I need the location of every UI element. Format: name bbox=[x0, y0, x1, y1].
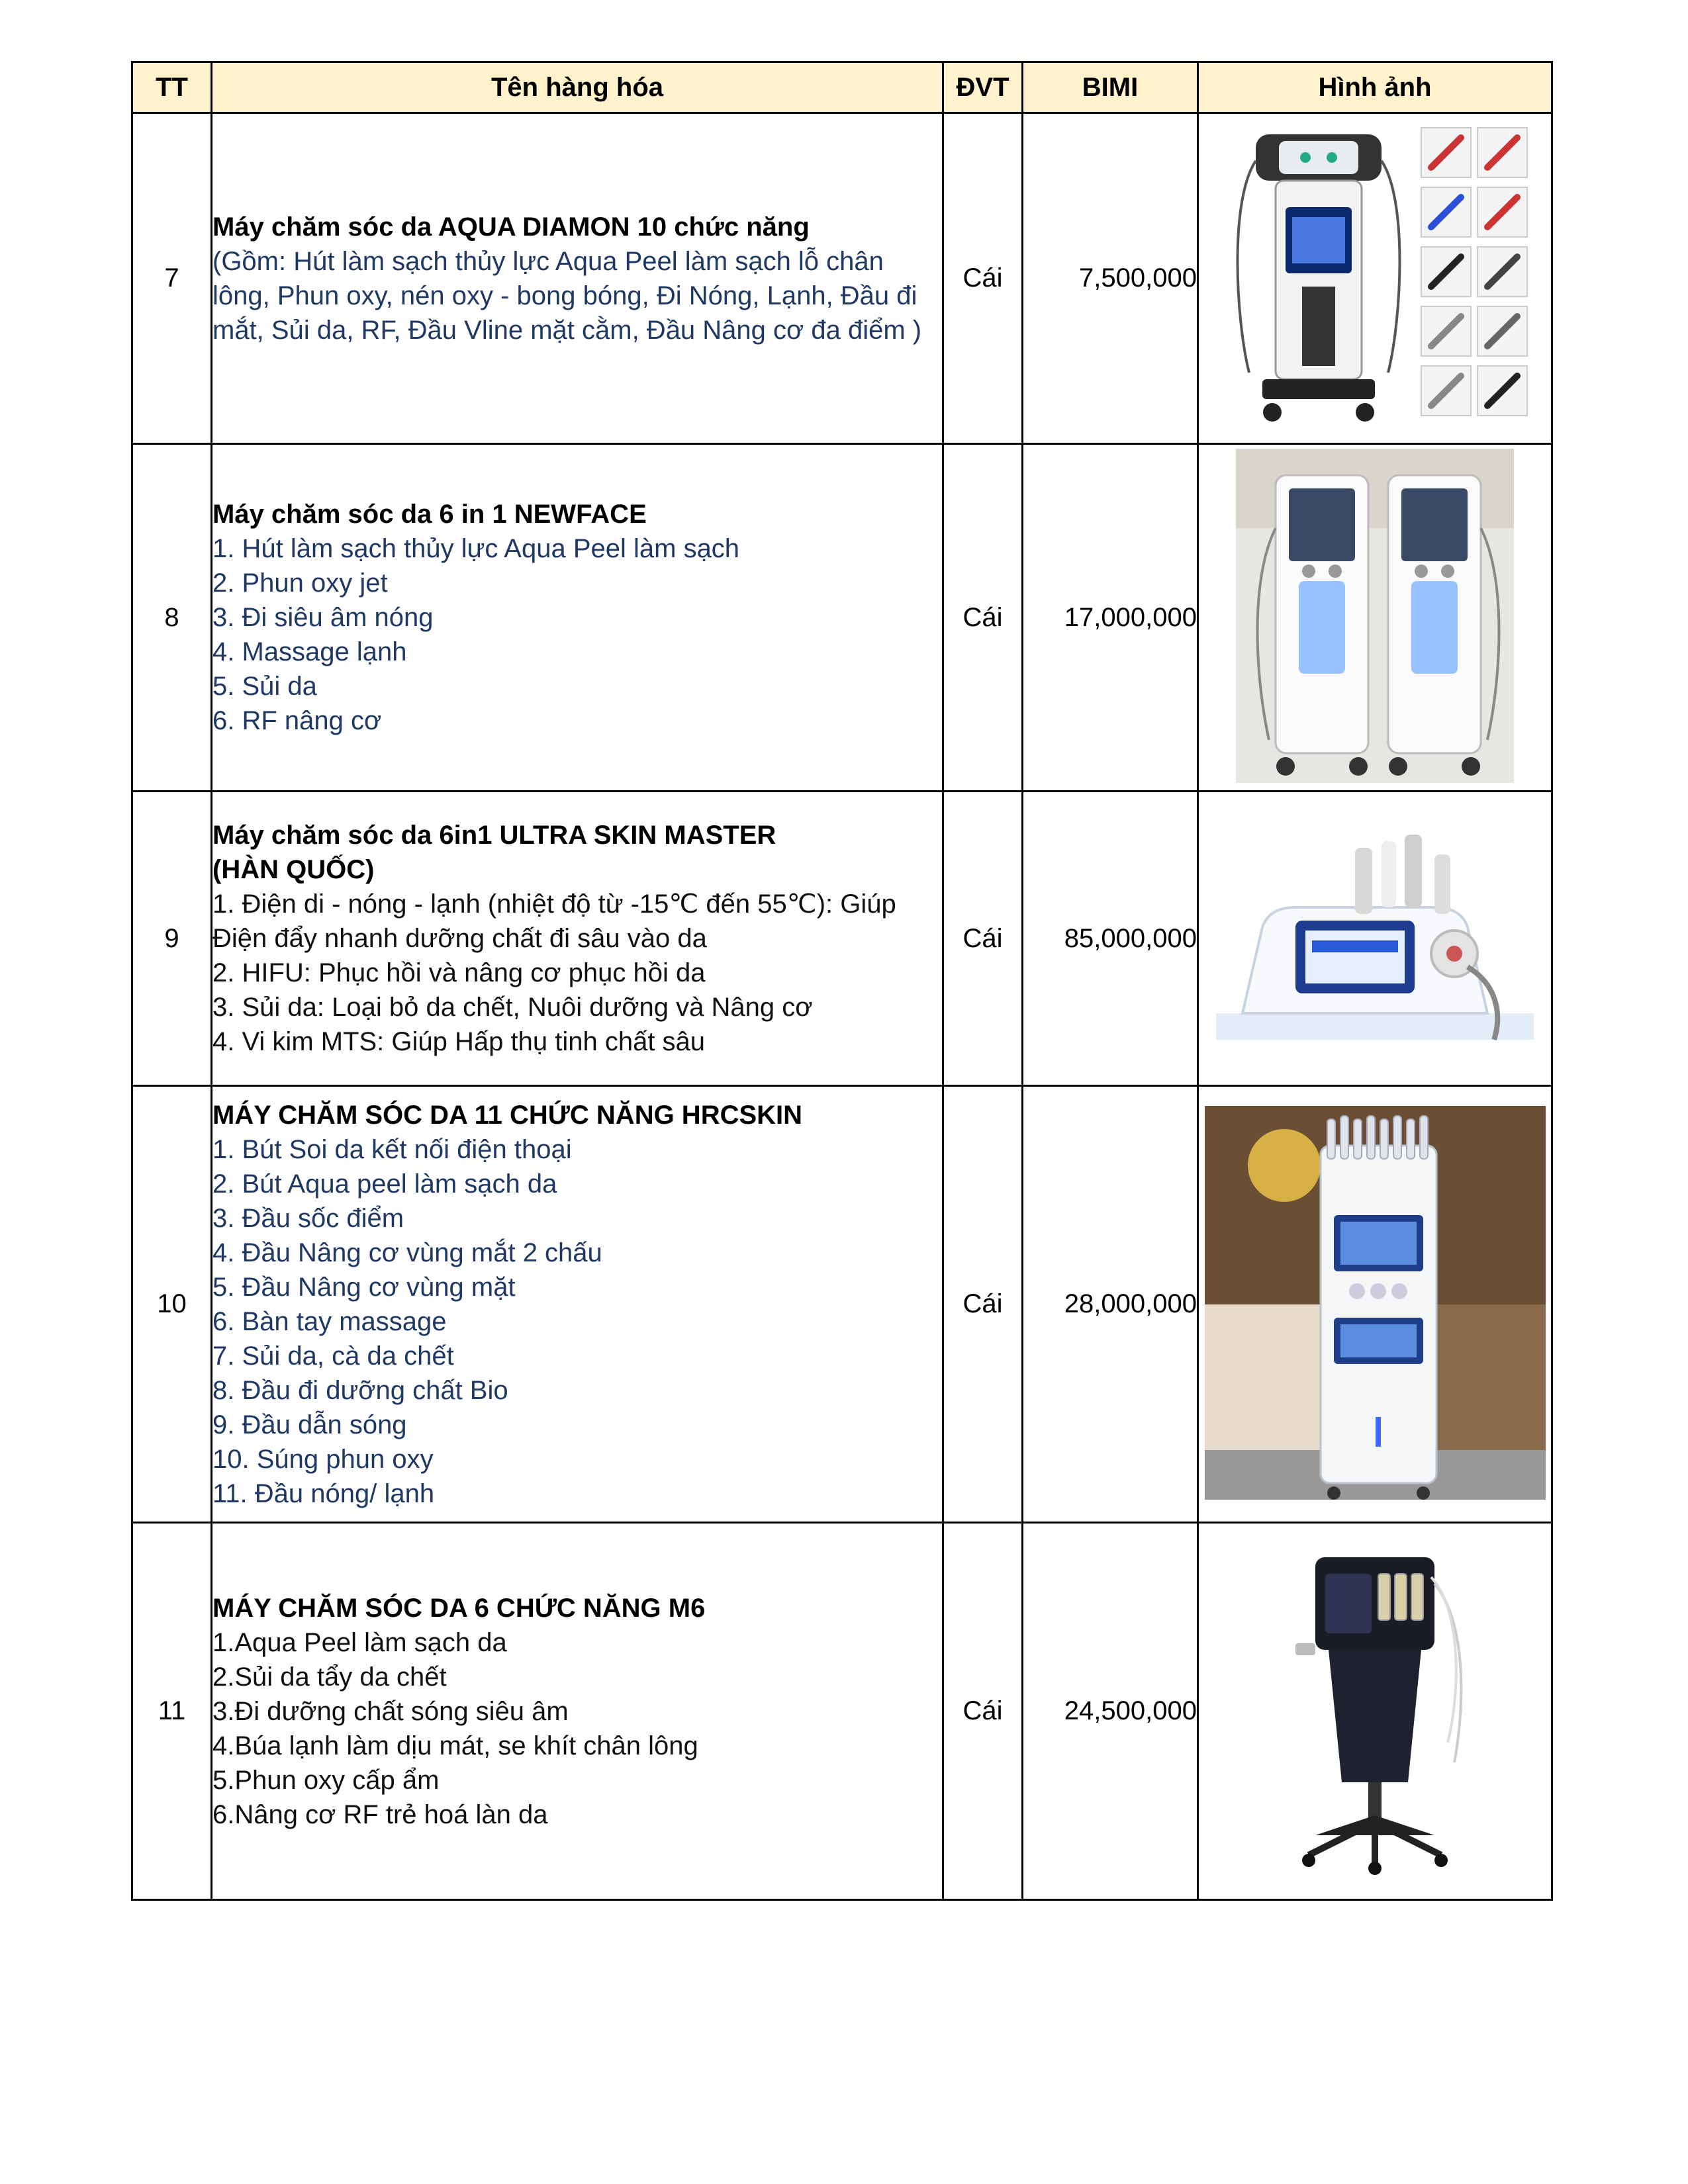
unit-cell: Cái bbox=[943, 1523, 1023, 1900]
row-number: 11 bbox=[132, 1523, 212, 1900]
unit-cell: Cái bbox=[943, 1086, 1023, 1523]
product-origin: (HÀN QUỐC) bbox=[212, 855, 375, 884]
row-number: 7 bbox=[132, 113, 212, 444]
price-cell: 17,000,000 bbox=[1023, 444, 1198, 792]
feature-item: 11. Đầu nóng/ lạnh bbox=[212, 1479, 435, 1508]
feature-item: 4. Đầu Nâng cơ vùng mắt 2 chấu bbox=[212, 1238, 602, 1267]
feature-item: 1.Aqua Peel làm sạch da bbox=[212, 1627, 507, 1657]
feature-item: 7. Sủi da, cà da chết bbox=[212, 1341, 454, 1371]
product-image-cell bbox=[1198, 444, 1552, 792]
feature-item: 4. Massage lạnh bbox=[212, 637, 407, 666]
table-row bbox=[132, 113, 1552, 444]
feature-item: 6.Nâng cơ RF trẻ hoá làn da bbox=[212, 1799, 548, 1829]
product-name: MÁY CHĂM SÓC DA 6 CHỨC NĂNG M6 bbox=[212, 1593, 706, 1623]
header-name: Tên hàng hóa bbox=[212, 62, 943, 113]
product-name: Máy chăm sóc da AQUA DIAMON 10 chức năng bbox=[212, 212, 810, 242]
product-cell bbox=[212, 1086, 943, 1523]
feature-item: 3. Đi siêu âm nóng bbox=[212, 603, 434, 632]
price-cell: 28,000,000 bbox=[1023, 1086, 1198, 1523]
header-image: Hình ảnh bbox=[1198, 62, 1552, 113]
product-image bbox=[1205, 1106, 1546, 1500]
unit-cell: Cái bbox=[943, 444, 1023, 792]
feature-item: 1. Bút Soi da kết nối điện thoại bbox=[212, 1134, 572, 1164]
header-unit: ĐVT bbox=[943, 62, 1023, 113]
feature-item: 4.Búa lạnh làm dịu mát, se khít chân lông bbox=[212, 1731, 698, 1760]
product-name: Máy chăm sóc da 6 in 1 NEWFACE bbox=[212, 500, 647, 529]
feature-item: 1. Điện di - nóng - lạnh (nhiệt độ từ -15℃ đến 55℃): Giúp Điện đẩy nhanh dưỡng chất đi sâu vào da bbox=[212, 889, 896, 953]
feature-item: 2. HIFU: Phục hồi và nâng cơ phục hồi da bbox=[212, 958, 706, 987]
product-cell bbox=[212, 113, 943, 444]
row-number: 8 bbox=[132, 444, 212, 792]
table-row bbox=[132, 792, 1552, 1086]
feature-item: 9. Đầu dẫn sóng bbox=[212, 1410, 407, 1439]
product-image bbox=[1276, 1544, 1474, 1875]
feature-item: 3.Đi dưỡng chất sóng siêu âm bbox=[212, 1696, 569, 1726]
row-number: 10 bbox=[132, 1086, 212, 1523]
product-cell bbox=[212, 1523, 943, 1900]
table-row bbox=[132, 444, 1552, 792]
table-row bbox=[132, 1086, 1552, 1523]
product-name: MÁY CHĂM SÓC DA 11 CHỨC NĂNG HRCSKIN bbox=[212, 1100, 803, 1130]
feature-item: 3. Sủi da: Loại bỏ da chết, Nuôi dưỡng và Nâng cơ bbox=[212, 993, 813, 1022]
feature-item: 6. RF nâng cơ bbox=[212, 706, 382, 735]
feature-item: 2.Sủi da tẩy da chết bbox=[212, 1662, 447, 1692]
feature-item: 4. Vi kim MTS: Giúp Hấp thụ tinh chất sâu bbox=[212, 1027, 706, 1056]
product-image-cell bbox=[1198, 792, 1552, 1086]
product-image bbox=[1209, 121, 1540, 432]
feature-item: 3. Đầu sốc điểm bbox=[212, 1203, 404, 1233]
feature-item: 2. Bút Aqua peel làm sạch da bbox=[212, 1169, 557, 1199]
price-cell: 85,000,000 bbox=[1023, 792, 1198, 1086]
feature-item: 5. Đầu Nâng cơ vùng mặt bbox=[212, 1272, 516, 1302]
feature-item: 1. Hút làm sạch thủy lực Aqua Peel làm sạch bbox=[212, 534, 740, 563]
product-image bbox=[1236, 449, 1514, 783]
feature-item: 10. Súng phun oxy bbox=[212, 1444, 434, 1474]
header-row bbox=[132, 62, 1552, 113]
feature-item: 2. Phun oxy jet bbox=[212, 569, 388, 598]
feature-item: 8. Đầu đi dưỡng chất Bio bbox=[212, 1375, 508, 1405]
product-cell bbox=[212, 792, 943, 1086]
product-description: (Gồm: Hút làm sạch thủy lực Aqua Peel làm sạch lỗ chân lông, Phun oxy, nén oxy - bong bóng, Đi Nóng, Lạnh, Đầu đi mắt, Sủi da, RF, Đầu Vline mặt cằm, Đầu Nâng cơ đa điểm ) bbox=[212, 246, 922, 345]
product-image-cell bbox=[1198, 1523, 1552, 1900]
header-tt: TT bbox=[132, 62, 212, 113]
price-cell: 24,500,000 bbox=[1023, 1523, 1198, 1900]
product-name: Máy chăm sóc da 6in1 ULTRA SKIN MASTER bbox=[212, 821, 776, 850]
price-table bbox=[131, 61, 1553, 1901]
product-cell bbox=[212, 444, 943, 792]
feature-item: 6. Bàn tay massage bbox=[212, 1306, 447, 1336]
price-cell: 7,500,000 bbox=[1023, 113, 1198, 444]
header-price: BIMI bbox=[1023, 62, 1198, 113]
feature-item: 5. Sủi da bbox=[212, 672, 317, 701]
table-row bbox=[132, 1523, 1552, 1900]
unit-cell: Cái bbox=[943, 792, 1023, 1086]
product-image-cell bbox=[1198, 1086, 1552, 1523]
product-image-cell bbox=[1198, 113, 1552, 444]
row-number: 9 bbox=[132, 792, 212, 1086]
feature-item: 5.Phun oxy cấp ẩm bbox=[212, 1765, 440, 1795]
product-image bbox=[1216, 828, 1534, 1046]
unit-cell: Cái bbox=[943, 113, 1023, 444]
